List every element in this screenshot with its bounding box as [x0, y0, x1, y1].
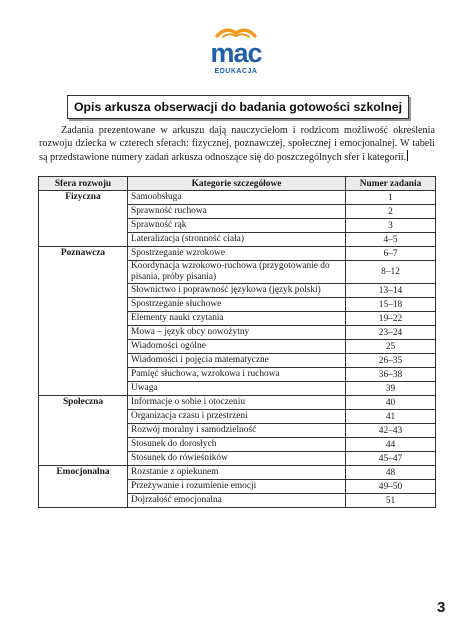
task-number-cell: 45–47 [346, 452, 436, 466]
category-cell: Koordynacja wzrokowo-ruchowa (przygotowanie do pisania, próby pisania) [128, 261, 346, 284]
sphere-cell-empty [39, 354, 128, 368]
task-number-cell: 23–24 [346, 326, 436, 340]
table-row [39, 480, 436, 494]
sphere-cell-empty [39, 326, 128, 340]
task-number-cell: 25 [346, 340, 436, 354]
sphere-cell-empty [39, 494, 128, 508]
category-cell: Rozwój moralny i samodzielność [128, 424, 346, 438]
sphere-cell: Poznawcza [39, 247, 128, 261]
logo-wordmark: mac [210, 38, 262, 68]
task-number-cell: 39 [346, 382, 436, 396]
category-cell: Sprawność ruchowa [128, 205, 346, 219]
sphere-cell-empty [39, 261, 128, 284]
category-cell: Przeżywanie i rozumienie emocji [128, 480, 346, 494]
header-number: Numer zadania [346, 177, 436, 191]
task-number-cell: 4–5 [346, 233, 436, 247]
task-number-cell: 42–43 [346, 424, 436, 438]
sphere-cell-empty [39, 452, 128, 466]
category-cell: Wiadomości ogólne [128, 340, 346, 354]
sphere-cell-empty [39, 438, 128, 452]
sphere-cell-empty [39, 382, 128, 396]
intro-text: Zadania prezentowane w arkuszu dają nauczycielom i rodzicom możliwość określenia rozwoju dziecka w czterech sferach: fizycznej, poznawczej, społecznej i emocjonalnej. W tabeli są przedstawione numery zadań arkusza odnoszące się do poszczególnych sfer i kategorii. [39, 125, 435, 163]
table-row [39, 466, 436, 480]
task-number-cell: 49–50 [346, 480, 436, 494]
table-row [39, 494, 436, 508]
table-body [39, 191, 436, 508]
document-title: Opis arkusza obserwacji do badania gotowości szkolnej [67, 95, 409, 119]
task-number-cell: 41 [346, 410, 436, 424]
category-cell: Spostrzeganie słuchowe [128, 298, 346, 312]
category-cell: Sprawność rąk [128, 219, 346, 233]
sphere-cell-empty [39, 368, 128, 382]
table-row [39, 382, 436, 396]
table-row [39, 424, 436, 438]
table-row [39, 219, 436, 233]
task-number-cell: 19–22 [346, 312, 436, 326]
text-cursor [407, 150, 408, 161]
category-cell: Rozstanie z opiekunem [128, 466, 346, 480]
table-row [39, 410, 436, 424]
table-row [39, 191, 436, 205]
category-cell: Spostrzeganie wzrokowe [128, 247, 346, 261]
table-header-row [39, 177, 436, 191]
sphere-cell-empty [39, 233, 128, 247]
task-number-cell: 1 [346, 191, 436, 205]
sphere-cell-empty [39, 219, 128, 233]
sphere-cell: Emocjonalna [39, 466, 128, 480]
sphere-cell-empty [39, 205, 128, 219]
table-row [39, 354, 436, 368]
sphere-cell-empty [39, 312, 128, 326]
sphere-cell: Społeczna [39, 396, 128, 410]
table-row [39, 340, 436, 354]
category-cell: Samoobsługa [128, 191, 346, 205]
observation-table [38, 176, 436, 508]
category-cell: Dojrzałość emocjonalna [128, 494, 346, 508]
table-row [39, 205, 436, 219]
sphere-cell-empty [39, 340, 128, 354]
sphere-cell-empty [39, 410, 128, 424]
table-row [39, 396, 436, 410]
sphere-cell: Fizyczna [39, 191, 128, 205]
task-number-cell: 3 [346, 219, 436, 233]
table-row [39, 312, 436, 326]
category-cell: Uwaga [128, 382, 346, 396]
category-cell: Stosunek do rówieśników [128, 452, 346, 466]
table-row [39, 284, 436, 298]
table-row [39, 247, 436, 261]
page-number: 3 [437, 599, 446, 616]
mac-edukacja-logo [206, 24, 266, 84]
task-number-cell: 40 [346, 396, 436, 410]
category-cell: Pamięć słuchowa, wzrokowa i ruchowa [128, 368, 346, 382]
table-row [39, 261, 436, 284]
task-number-cell: 6–7 [346, 247, 436, 261]
category-cell: Mowa – język obcy nowożytny [128, 326, 346, 340]
category-cell: Słownictwo i poprawność językowa (język polski) [128, 284, 346, 298]
header-category: Kategorie szczegółowe [128, 177, 346, 191]
intro-paragraph [39, 125, 435, 165]
task-number-cell: 2 [346, 205, 436, 219]
task-number-cell: 51 [346, 494, 436, 508]
sphere-cell-empty [39, 284, 128, 298]
category-cell: Lateralizacja (stronność ciała) [128, 233, 346, 247]
task-number-cell: 48 [346, 466, 436, 480]
category-cell: Organizacja czasu i przestrzeni [128, 410, 346, 424]
sphere-cell-empty [39, 480, 128, 494]
category-cell: Stosunek do dorosłych [128, 438, 346, 452]
header-sphere: Sfera rozwoju [39, 177, 128, 191]
table-row [39, 452, 436, 466]
table-row [39, 233, 436, 247]
table-row [39, 326, 436, 340]
task-number-cell: 15–18 [346, 298, 436, 312]
table-row [39, 368, 436, 382]
task-number-cell: 13–14 [346, 284, 436, 298]
sphere-cell-empty [39, 424, 128, 438]
task-number-cell: 8–12 [346, 261, 436, 284]
table-row [39, 438, 436, 452]
category-cell: Elementy nauki czytania [128, 312, 346, 326]
table-row [39, 298, 436, 312]
logo-subtitle: EDUKACJA [214, 68, 258, 75]
task-number-cell: 36–38 [346, 368, 436, 382]
category-cell: Wiadomości i pojęcia matematyczne [128, 354, 346, 368]
task-number-cell: 26–35 [346, 354, 436, 368]
category-cell: Informacje o sobie i otoczeniu [128, 396, 346, 410]
task-number-cell: 44 [346, 438, 436, 452]
sphere-cell-empty [39, 298, 128, 312]
